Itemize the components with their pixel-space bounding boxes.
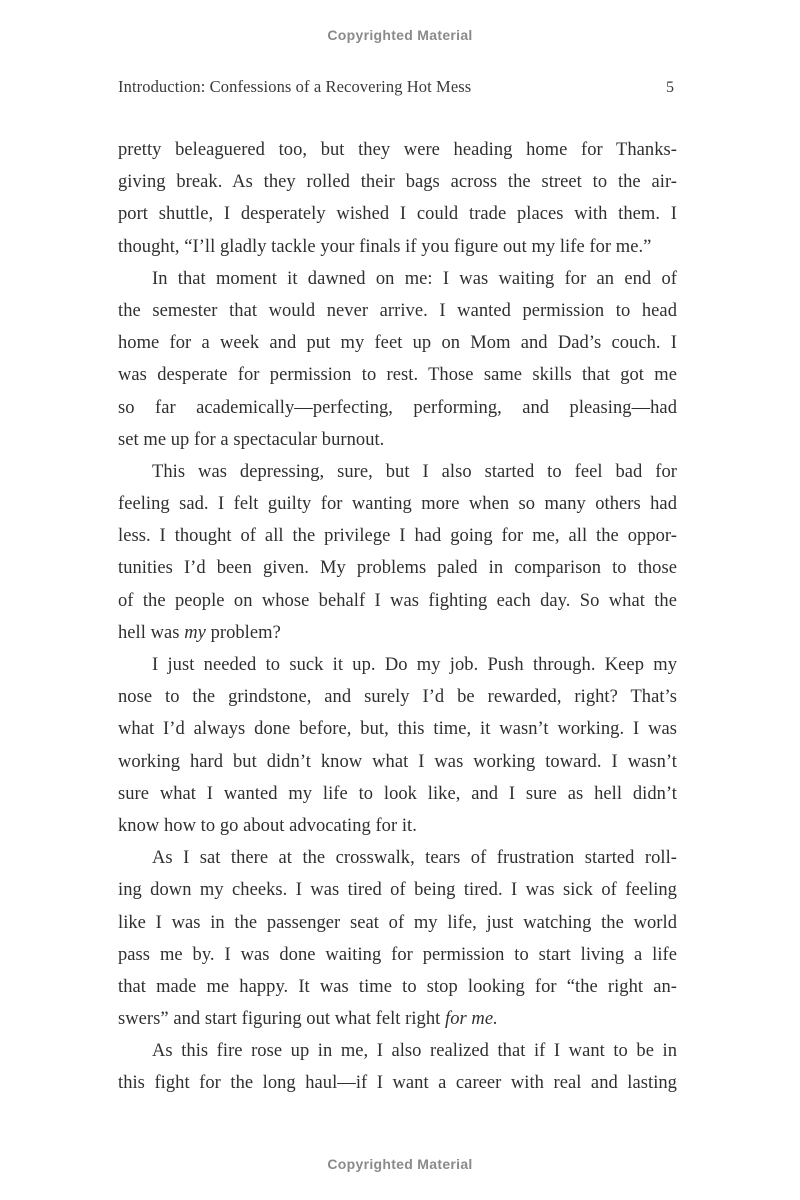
text-line: the semester that would never arrive. I wanted permission to head [118,300,677,321]
text-line: giving break. As they rolled their bags across the street to the air- [118,172,677,193]
text-line: sure what I wanted my life to look like, and I sure as hell didn’t [118,783,677,804]
text-line: so far academically—perfecting, performing, and pleasing—had [118,397,677,418]
italic-text: my [184,622,206,643]
paragraph [118,263,677,456]
text-line: that made me happy. It was time to stop looking for “the right an- [118,976,677,997]
text-line: In that moment it dawned on me: I was waiting for an end of [152,268,677,289]
text-line: This was depressing, sure, but I also started to feel bad for [152,461,677,482]
text-line: port shuttle, I desperately wished I could trade places with them. I [118,204,677,225]
copyright-notice-bottom: Copyrighted Material [327,1156,473,1172]
text-line: hell was my problem? [118,622,281,643]
page-number: 5 [666,79,674,96]
text-line: like I was in the passenger seat of my life, just watching the world [118,912,677,933]
paragraph [118,649,677,842]
running-header-title: Introduction: Confessions of a Recovering Hot Mess [118,77,472,96]
body-text [118,134,677,1100]
copyright-notice-top: Copyrighted Material [327,27,473,43]
text-line: this fight for the long haul—if I want a career with real and lasting [118,1073,677,1094]
italic-text: for me. [445,1009,498,1030]
text-line: tunities I’d been given. My problems paled in comparison to those [118,558,677,579]
text-line: what I’d always done before, but, this time, it wasn’t working. I was [118,719,677,740]
text-line: pretty beleaguered too, but they were heading home for Thanks- [118,140,677,160]
text-line: of the people on whose behalf I was fighting each day. So what the [118,590,677,611]
text-line: As this fire rose up in me, I also realized that if I want to be in [152,1041,677,1062]
text-line: nose to the grindstone, and surely I’d be rewarded, right? That’s [118,687,677,708]
paragraph [118,456,677,649]
text-line: As I sat there at the crosswalk, tears of frustration started roll- [152,848,677,869]
paragraph [118,1035,677,1099]
text-line: thought, “I’ll gladly tackle your finals if you figure out my life for me.” [118,236,652,257]
text-line: set me up for a spectacular burnout. [118,429,385,450]
text-line: I just needed to suck it up. Do my job. Push through. Keep my [152,655,677,675]
paragraph [118,842,677,1035]
text-line: was desperate for permission to rest. Those same skills that got me [118,365,677,386]
text-line: home for a week and put my feet up on Mom and Dad’s couch. I [118,333,677,354]
text-line: swers” and start figuring out what felt right for me. [118,1009,498,1030]
text-line: less. I thought of all the privilege I had going for me, all the oppor- [118,526,677,547]
running-header [118,77,674,97]
text-line: ing down my cheeks. I was tired of being tired. I was sick of feeling [118,880,677,901]
text-line: know how to go about advocating for it. [118,815,417,836]
text-line: feeling sad. I felt guilty for wanting more when so many others had [118,494,677,515]
text-line: working hard but didn’t know what I was working toward. I wasn’t [118,751,677,772]
paragraph [118,134,677,263]
text-line: pass me by. I was done waiting for permission to start living a life [118,944,677,965]
